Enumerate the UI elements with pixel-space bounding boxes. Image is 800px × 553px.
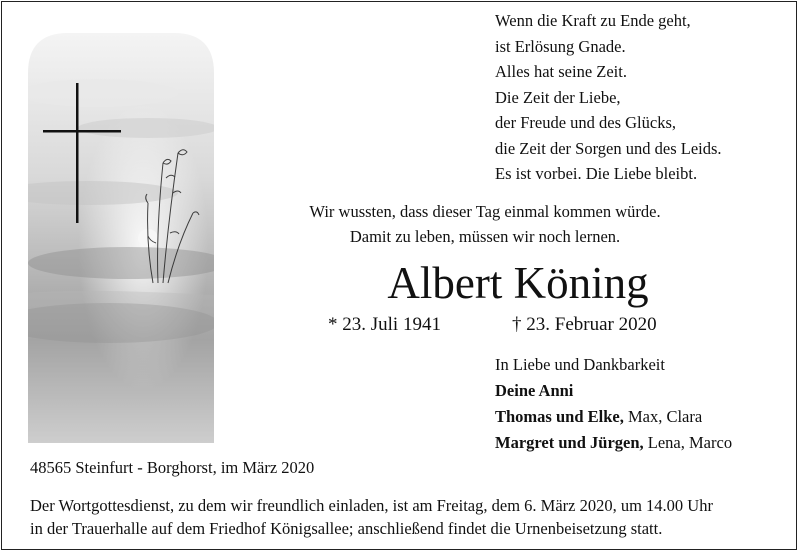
- poem-line: der Freude und des Glücks,: [495, 113, 677, 132]
- poem-line: Wenn die Kraft zu Ende geht,: [495, 11, 691, 30]
- family-line: [495, 378, 732, 404]
- poem: [495, 8, 722, 187]
- family-name-rest: Lena, Marco: [643, 433, 733, 452]
- poem-line: Alles hat seine Zeit.: [495, 62, 627, 81]
- family-intro: In Liebe und Dankbarkeit: [495, 355, 665, 374]
- poem-line: Die Zeit der Liebe,: [495, 87, 621, 107]
- service-info: [30, 494, 713, 540]
- poem-line: Es ist vorbei. Die Liebe bleibt.: [495, 164, 698, 183]
- family-name-bold: Thomas und Elke,: [495, 407, 624, 426]
- family-signature: [495, 352, 732, 456]
- family-name-bold: Deine Anni: [495, 381, 574, 400]
- place-date: 48565 Steinfurt - Borghorst, im März 2020: [30, 458, 315, 477]
- quote: [260, 199, 710, 249]
- quote-line: Wir wussten, dass dieser Tag einmal kommen würde.: [309, 202, 661, 221]
- family-name-rest: Max, Clara: [623, 407, 703, 426]
- poem-line: die Zeit der Sorgen und des Leids.: [495, 138, 722, 158]
- poem-line: ist Erlösung Gnade.: [495, 36, 626, 56]
- service-line: in der Trauerhalle auf dem Friedhof Königsallee; anschließend findet die Urnenbeisetzung statt.: [30, 519, 663, 538]
- death-date: † 23. Februar 2020: [512, 314, 657, 335]
- family-line: [495, 404, 732, 430]
- family-line: [495, 430, 732, 456]
- family-name-bold: Margret und Jürgen,: [495, 433, 644, 452]
- birth-date: * 23. Juli 1941: [328, 314, 441, 335]
- deceased-name: Albert Köning: [387, 258, 649, 308]
- landscape-illustration: [28, 33, 214, 443]
- quote-line: Damit zu leben, müssen wir noch lernen.: [349, 227, 621, 246]
- service-line: Der Wortgottesdienst, zu dem wir freundlich einladen, ist am Freitag, dem 6. März 2020, um 14.00 Uhr: [30, 496, 713, 515]
